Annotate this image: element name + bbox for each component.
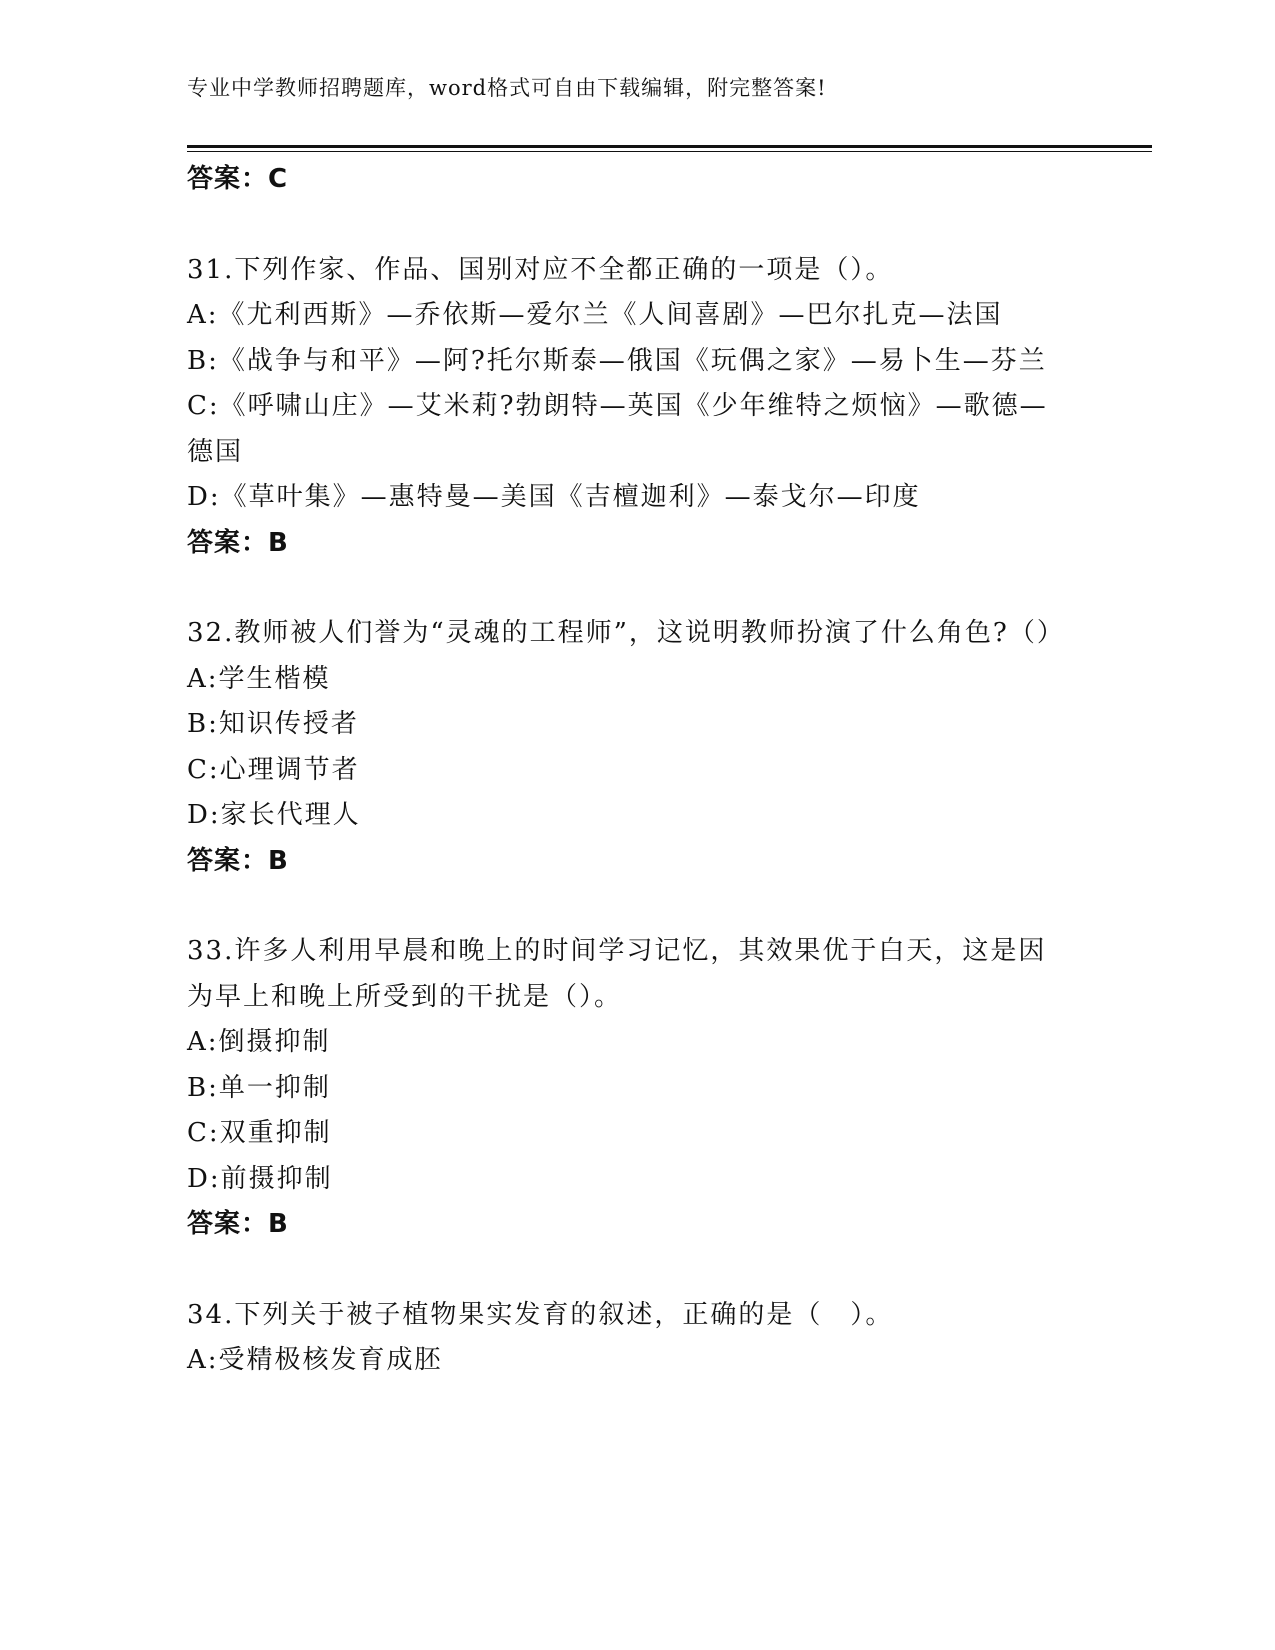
answer-line: 答案：B	[187, 845, 289, 876]
option-a: A:受精极核发育成胚	[187, 1345, 443, 1375]
option-b: B:知识传授者	[187, 709, 359, 739]
question-33	[187, 929, 1067, 1248]
spacer	[187, 1248, 1067, 1293]
answer-line: 答案：C	[187, 164, 289, 194]
question-34	[187, 1293, 1067, 1384]
option-a: A:倒摄抑制	[187, 1027, 331, 1057]
option-c: C:双重抑制	[187, 1118, 332, 1148]
answer-line: 答案：B	[187, 1209, 289, 1239]
header-rule-thick	[187, 145, 1152, 148]
option-c: C:心理调节者	[187, 754, 360, 785]
option-d: D:前摄抑制	[187, 1163, 333, 1194]
header-rule-thin	[187, 151, 1152, 152]
option-a: A:《尤利西斯》—乔依斯—爱尔兰《人间喜剧》—巴尔扎克—法国	[187, 300, 1003, 330]
question-stem: 31.下列作家、作品、国别对应不全都正确的一项是（）。	[187, 254, 894, 285]
option-d: D:《草叶集》—惠特曼—美国《吉檀迦利》—泰戈尔—印度	[187, 482, 921, 512]
spacer	[187, 566, 1067, 611]
question-stem: 33.许多人利用早晨和晚上的时间学习记忆，其效果优于白天，这是因为早上和晚上所受到的干扰是（）。	[187, 936, 1047, 1012]
option-a: A:学生楷模	[187, 663, 331, 694]
answer-line: 答案：B	[187, 527, 289, 558]
spacer	[187, 884, 1067, 929]
question-list	[187, 157, 1067, 1384]
option-c: C:《呼啸山庄》—艾米莉?勃朗特—英国《少年维特之烦恼》—歌德—德国	[187, 391, 1048, 467]
question-stem: 32.教师被人们誉为“灵魂的工程师”，这说明教师扮演了什么角色?（）	[187, 618, 1065, 648]
question-stem: 34.下列关于被子植物果实发育的叙述，正确的是（ ）。	[187, 1299, 894, 1330]
document-header: 专业中学教师招聘题库，word格式可自由下载编辑，附完整答案!	[187, 76, 827, 100]
question-31	[187, 248, 1067, 567]
option-b: B:单一抑制	[187, 1072, 331, 1103]
question-32	[187, 611, 1067, 884]
option-b: B:《战争与和平》—阿?托尔斯泰—俄国《玩偶之家》—易卜生—芬兰	[187, 345, 1047, 376]
spacer	[187, 203, 1067, 248]
option-d: D:家长代理人	[187, 800, 361, 830]
